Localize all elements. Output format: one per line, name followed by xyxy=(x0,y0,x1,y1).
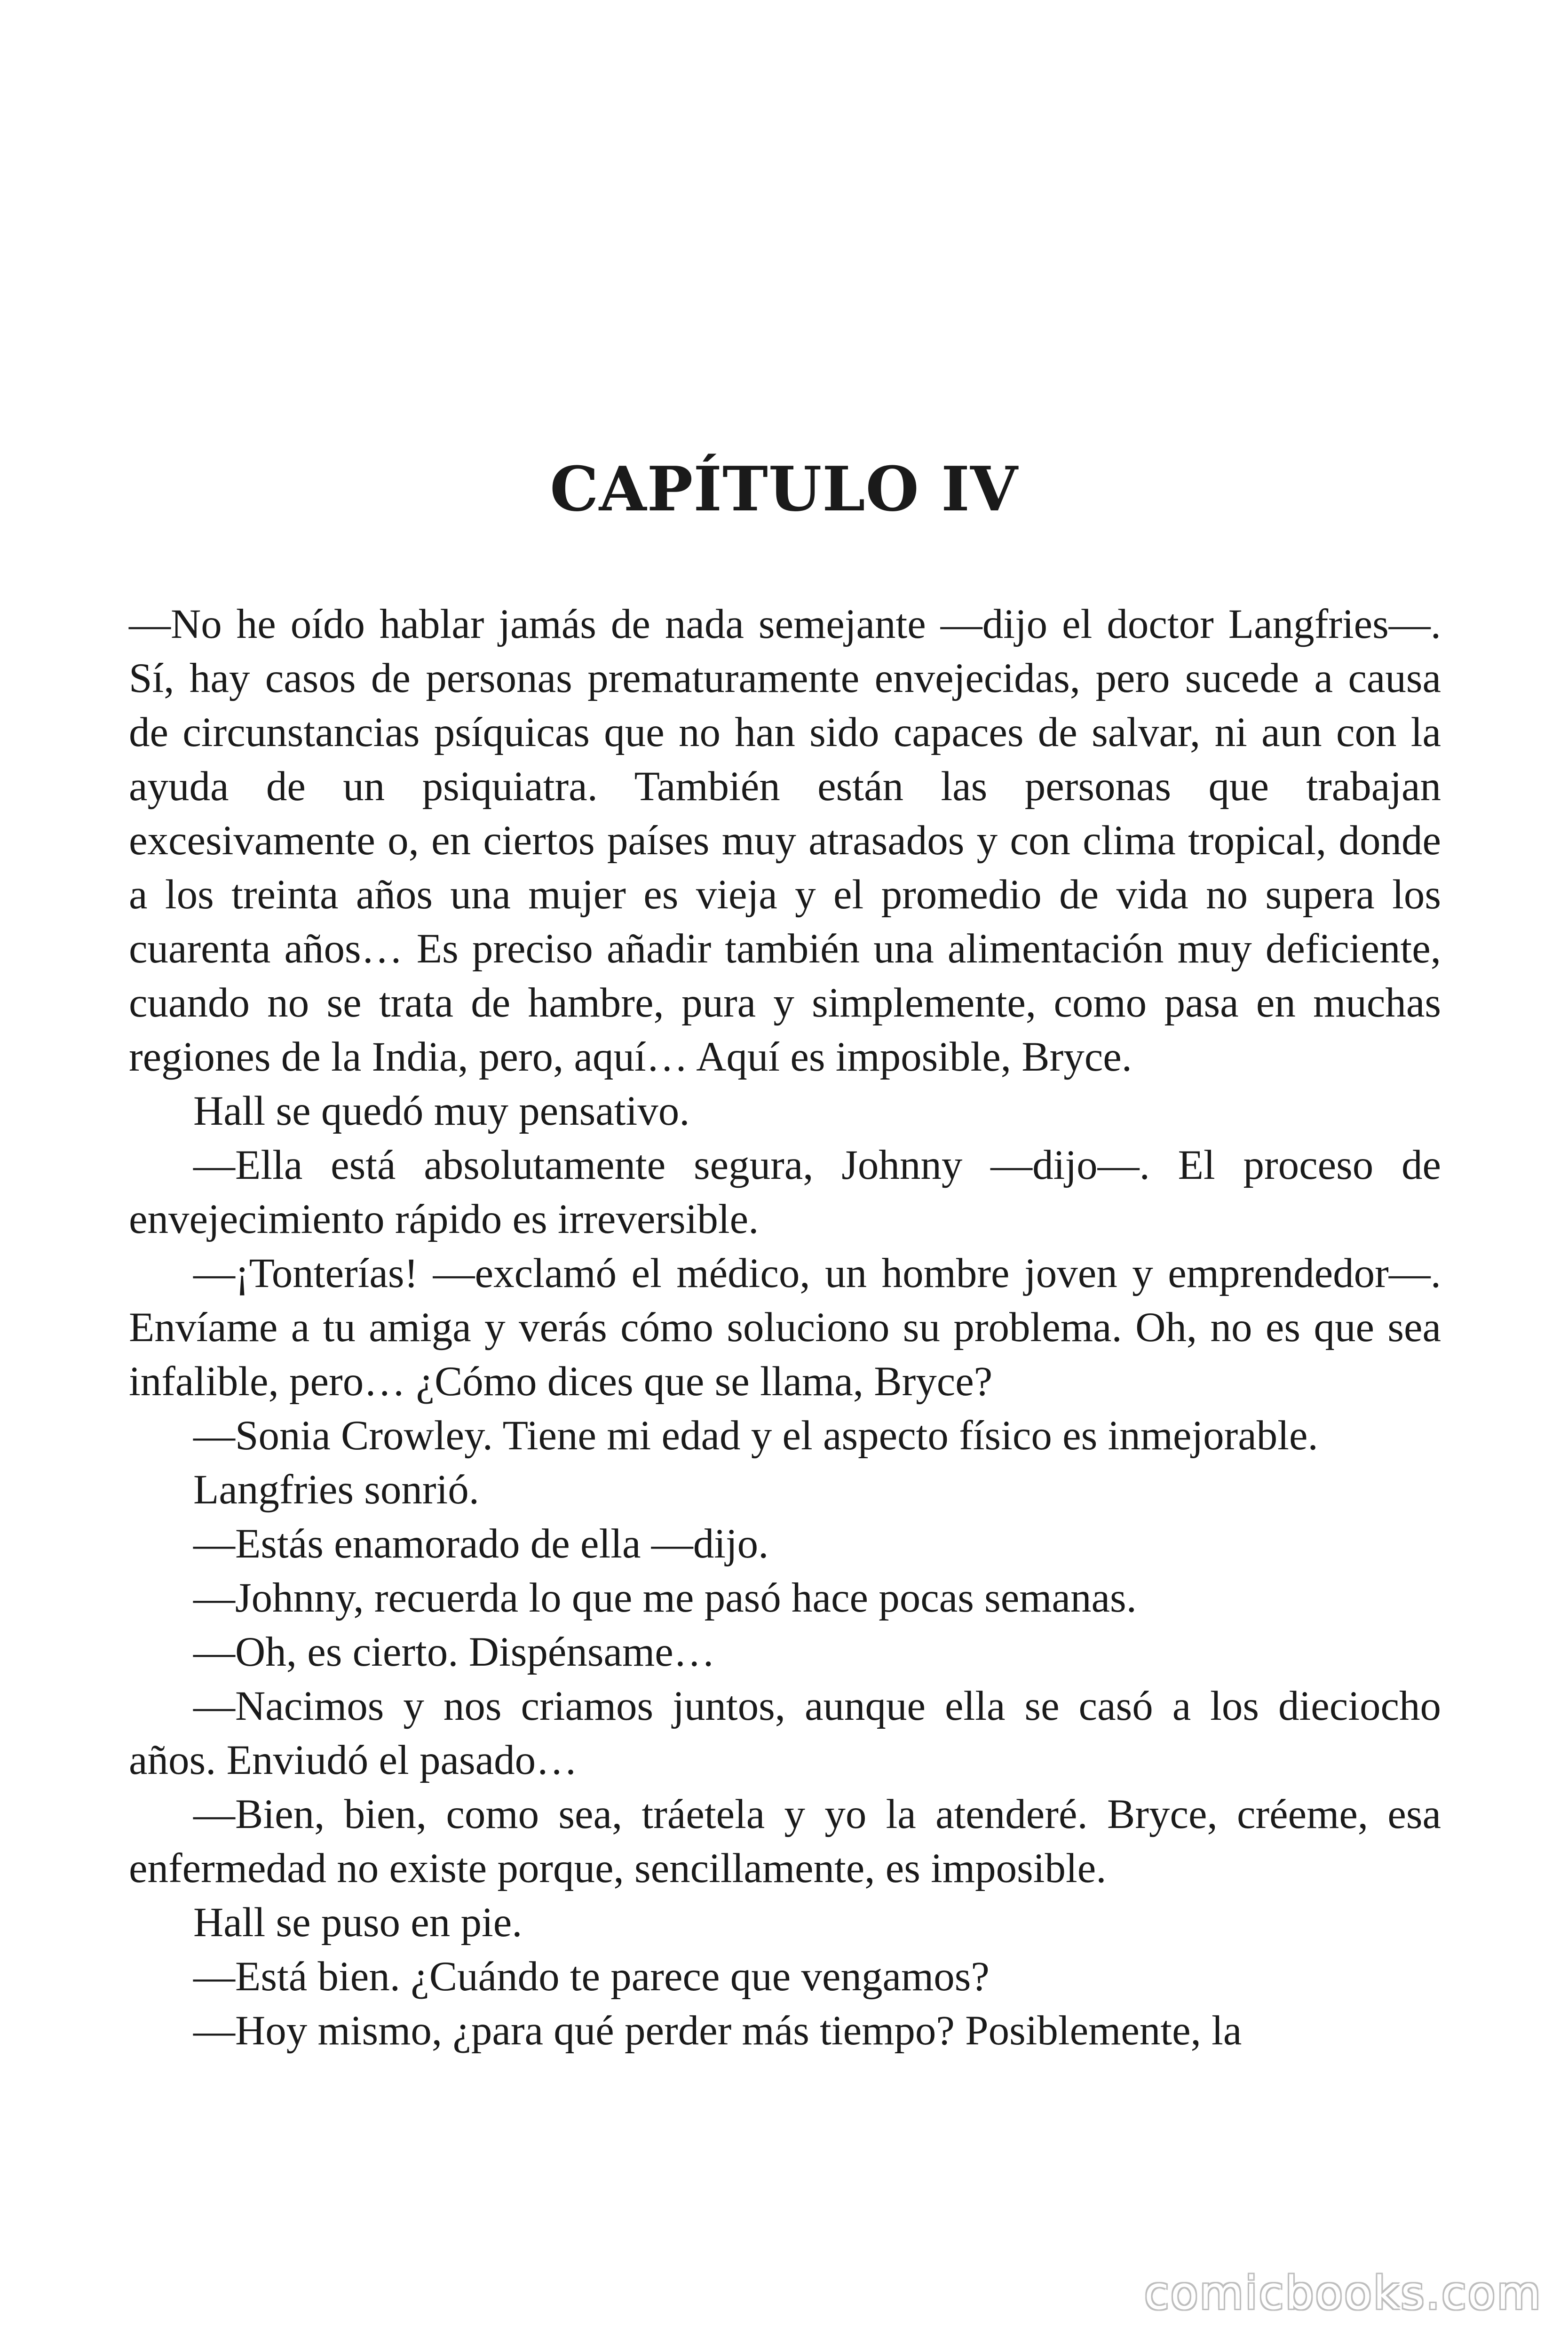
paragraph: —Hoy mismo, ¿para qué perder más tiempo? Posiblemente, la xyxy=(193,2008,1242,2054)
paragraph: Hall se quedó muy pensativo. xyxy=(193,1088,690,1134)
paragraph: —Estás enamorado de ella —dijo. xyxy=(193,1521,769,1567)
watermark: comicbooks.com xyxy=(1144,2267,1542,2320)
paragraph: —Nacimos y nos criamos juntos, aunque ella se casó a los dieciocho años. Enviudó el pasado… xyxy=(129,1683,1441,1783)
paragraph: Langfries sonrió. xyxy=(193,1467,480,1513)
chapter-title: CAPÍTULO IV xyxy=(550,453,1018,525)
paragraph: —Ella está absolutamente segura, Johnny —dijo—. El proceso de envejecimiento rápido es irreversible. xyxy=(129,1142,1441,1242)
paragraph: Hall se puso en pie. xyxy=(193,1899,523,1946)
paragraph: —Oh, es cierto. Dispénsame… xyxy=(193,1629,715,1675)
paragraph: —No he oído hablar jamás de nada semejante —dijo el doctor Langfries—. Sí, hay casos de personas prematuramente envejecidas, pero sucede a causa de circunstancias psíquicas que no han sido capaces de salvar, ni aun con la ayuda de un psiquiatra. También están las personas que trabajan excesivamente o, en ciertos países muy atrasados y con clima tropical, donde a los treinta años una mujer es vieja y el promedio de vida no supera los cuarenta años… Es preciso añadir también una alimentación muy deficiente, cuando no se trata de hambre, pura y simplemente, como pasa en muchas regiones de la India, pero, aquí… Aquí es imposible, Bryce. xyxy=(129,601,1441,1080)
chapter-body xyxy=(129,597,1441,2058)
paragraph: —Está bien. ¿Cuándo te parece que vengamos? xyxy=(193,1954,990,2000)
paragraph: —¡Tonterías! —exclamó el médico, un hombre joven y emprendedor—. Envíame a tu amiga y verás cómo soluciono su problema. Oh, no es que sea infalible, pero… ¿Cómo dices que se llama, Bryce? xyxy=(129,1250,1441,1405)
paragraph: —Sonia Crowley. Tiene mi edad y el aspecto físico es inmejorable. xyxy=(193,1413,1318,1459)
paragraph: —Bien, bien, como sea, tráetela y yo la atenderé. Bryce, créeme, esa enfermedad no existe porque, sencillamente, es imposible. xyxy=(129,1791,1441,1891)
paragraph: —Johnny, recuerda lo que me pasó hace pocas semanas. xyxy=(193,1575,1137,1621)
